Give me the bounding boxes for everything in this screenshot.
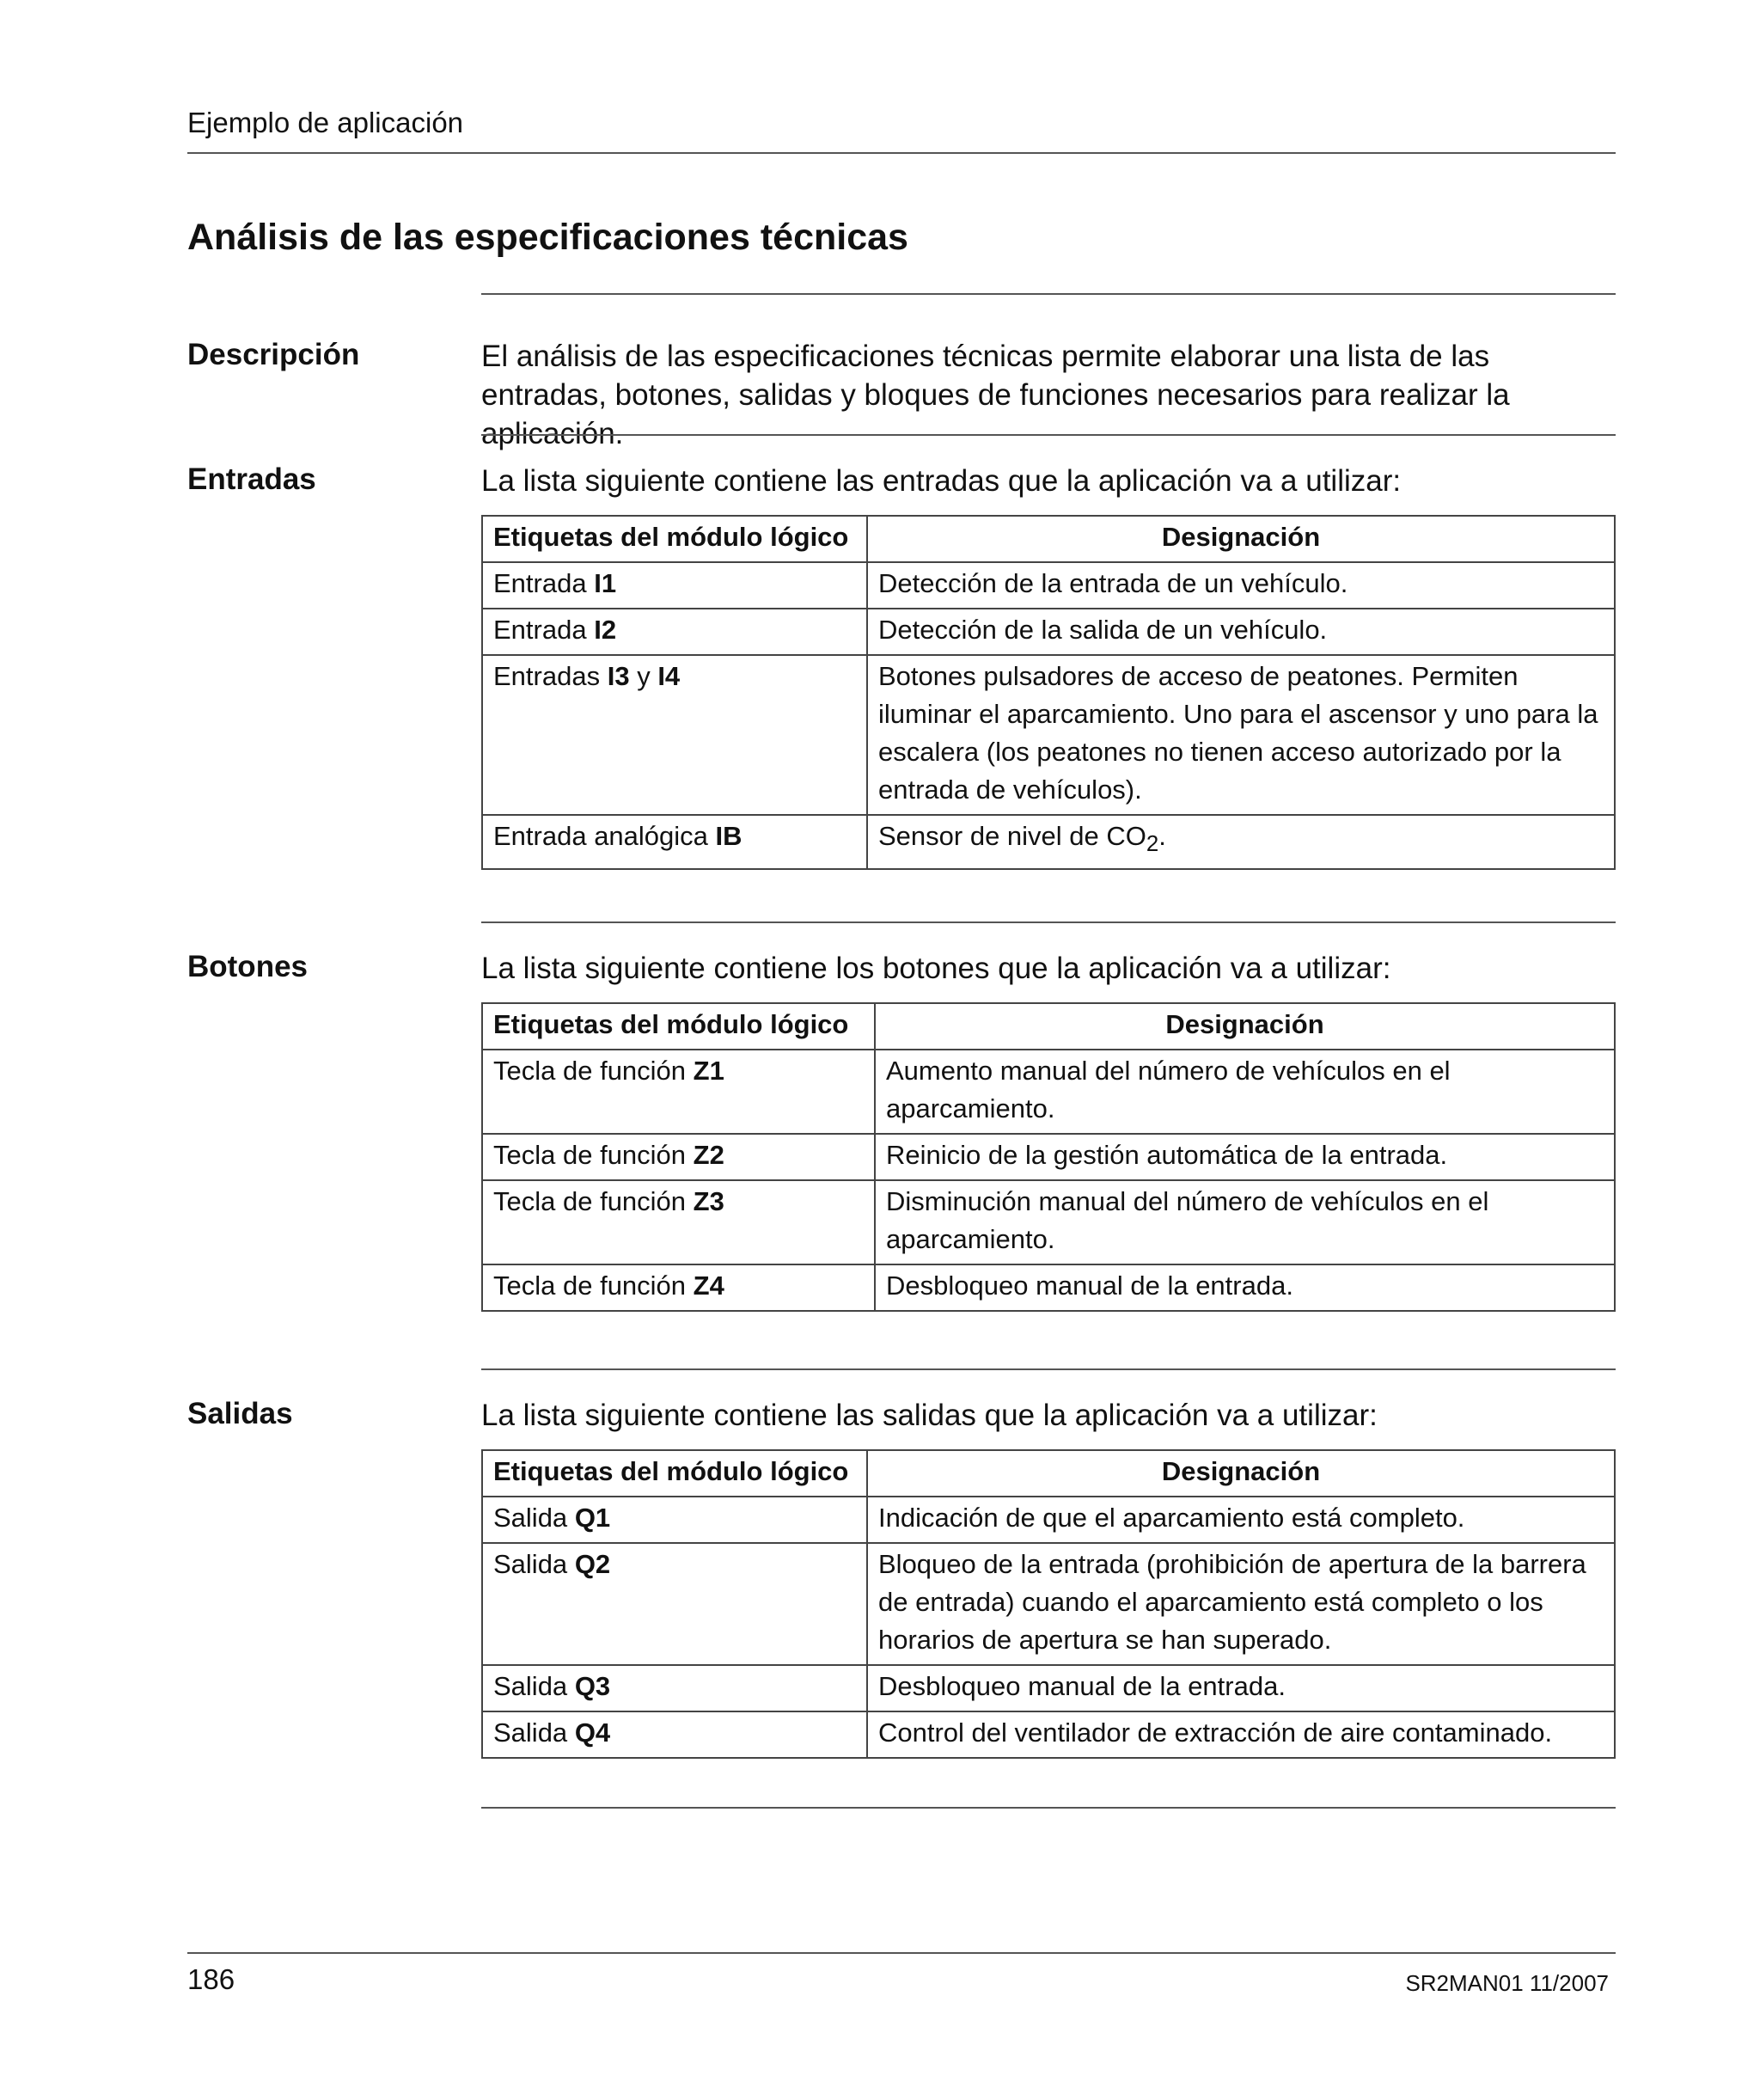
entradas-table	[481, 515, 1616, 870]
document-code: SR2MAN01 11/2007	[1405, 1970, 1609, 1996]
botones-intro: La lista siguiente contiene los botones que la aplicación va a utilizar:	[481, 952, 1391, 985]
table-header-row	[482, 516, 1615, 562]
label-cell: Entradas I3 y I4	[482, 655, 867, 815]
designation-cell: Sensor de nivel de $CO_2$.	[867, 815, 1615, 869]
salidas-label: Salidas	[187, 1397, 293, 1430]
column-header-designation: Designación	[867, 1450, 1615, 1497]
descripcion-label: Descripción	[187, 338, 360, 371]
designation-cell: Disminución manual del número de vehículos en el aparcamiento.	[875, 1180, 1615, 1264]
page-title: Análisis de las especificaciones técnicas	[187, 217, 908, 258]
label-cell: Entrada I2	[482, 609, 867, 655]
entradas-label: Entradas	[187, 462, 316, 496]
table-row	[482, 1180, 1615, 1264]
designation-cell: Bloqueo de la entrada (prohibición de apertura de la barrera de entrada) cuando el aparcamiento está completo o los horarios de apertura se han superado.	[867, 1543, 1615, 1665]
section-divider	[481, 434, 1616, 436]
table-row	[482, 1134, 1615, 1180]
salidas-table	[481, 1449, 1616, 1759]
label-cell: Tecla de función Z1	[482, 1050, 875, 1134]
table-row	[482, 1665, 1615, 1711]
designation-cell: Detección de la salida de un vehículo.	[867, 609, 1615, 655]
column-header-labels: Etiquetas del módulo lógico	[482, 1003, 875, 1050]
section-divider	[481, 1368, 1616, 1370]
designation-cell: Control del ventilador de extracción de aire contaminado.	[867, 1711, 1615, 1758]
designation-cell: Reinicio de la gestión automática de la entrada.	[875, 1134, 1615, 1180]
table-row	[482, 609, 1615, 655]
label-cell: Entrada I1	[482, 562, 867, 609]
designation-cell: Desbloqueo manual de la entrada.	[875, 1264, 1615, 1311]
designation-cell: Detección de la entrada de un vehículo.	[867, 562, 1615, 609]
botones-label: Botones	[187, 950, 308, 983]
running-header: Ejemplo de aplicación	[187, 107, 464, 138]
table-row	[482, 1050, 1615, 1134]
label-cell: Tecla de función Z2	[482, 1134, 875, 1180]
designation-cell: Botones pulsadores de acceso de peatones. Permiten iluminar el aparcamiento. Uno para el ascensor y uno para la escalera (los peatones no tienen acceso autorizado por la entrada de vehículos).	[867, 655, 1615, 815]
table-header-row	[482, 1450, 1615, 1497]
table-row	[482, 1711, 1615, 1758]
label-cell: Tecla de función Z4	[482, 1264, 875, 1311]
table-row	[482, 815, 1615, 869]
table-row	[482, 1543, 1615, 1665]
botones-table	[481, 1002, 1616, 1312]
table-row	[482, 655, 1615, 815]
designation-cell: Indicación de que el aparcamiento está completo.	[867, 1497, 1615, 1543]
entradas-intro: La lista siguiente contiene las entradas que la aplicación va a utilizar:	[481, 464, 1402, 498]
designation-cell: Aumento manual del número de vehículos en el aparcamiento.	[875, 1050, 1615, 1134]
table-row	[482, 562, 1615, 609]
table-header-row	[482, 1003, 1615, 1050]
section-divider	[481, 1807, 1616, 1809]
column-header-labels: Etiquetas del módulo lógico	[482, 516, 867, 562]
column-header-designation: Designación	[875, 1003, 1615, 1050]
label-cell: Salida Q2	[482, 1543, 867, 1665]
label-cell: Salida Q3	[482, 1665, 867, 1711]
salidas-intro: La lista siguiente contiene las salidas que la aplicación va a utilizar:	[481, 1399, 1378, 1432]
section-divider	[481, 293, 1616, 295]
page-number: 186	[187, 1963, 235, 1995]
designation-cell: Desbloqueo manual de la entrada.	[867, 1665, 1615, 1711]
table-row	[482, 1264, 1615, 1311]
label-cell: Salida Q1	[482, 1497, 867, 1543]
label-cell: Tecla de función Z3	[482, 1180, 875, 1264]
descripcion-text: El análisis de las especificaciones técnicas permite elaborar una lista de las entradas, botones, salidas y bloques de funciones necesarios para realizar la aplicación.	[481, 340, 1510, 450]
label-cell: Salida Q4	[482, 1711, 867, 1758]
column-header-labels: Etiquetas del módulo lógico	[482, 1450, 867, 1497]
table-row	[482, 1497, 1615, 1543]
footer-divider	[187, 1952, 1616, 1954]
column-header-designation: Designación	[867, 516, 1615, 562]
header-divider	[187, 152, 1616, 154]
section-divider	[481, 921, 1616, 923]
label-cell: Entrada analógica IB	[482, 815, 867, 869]
